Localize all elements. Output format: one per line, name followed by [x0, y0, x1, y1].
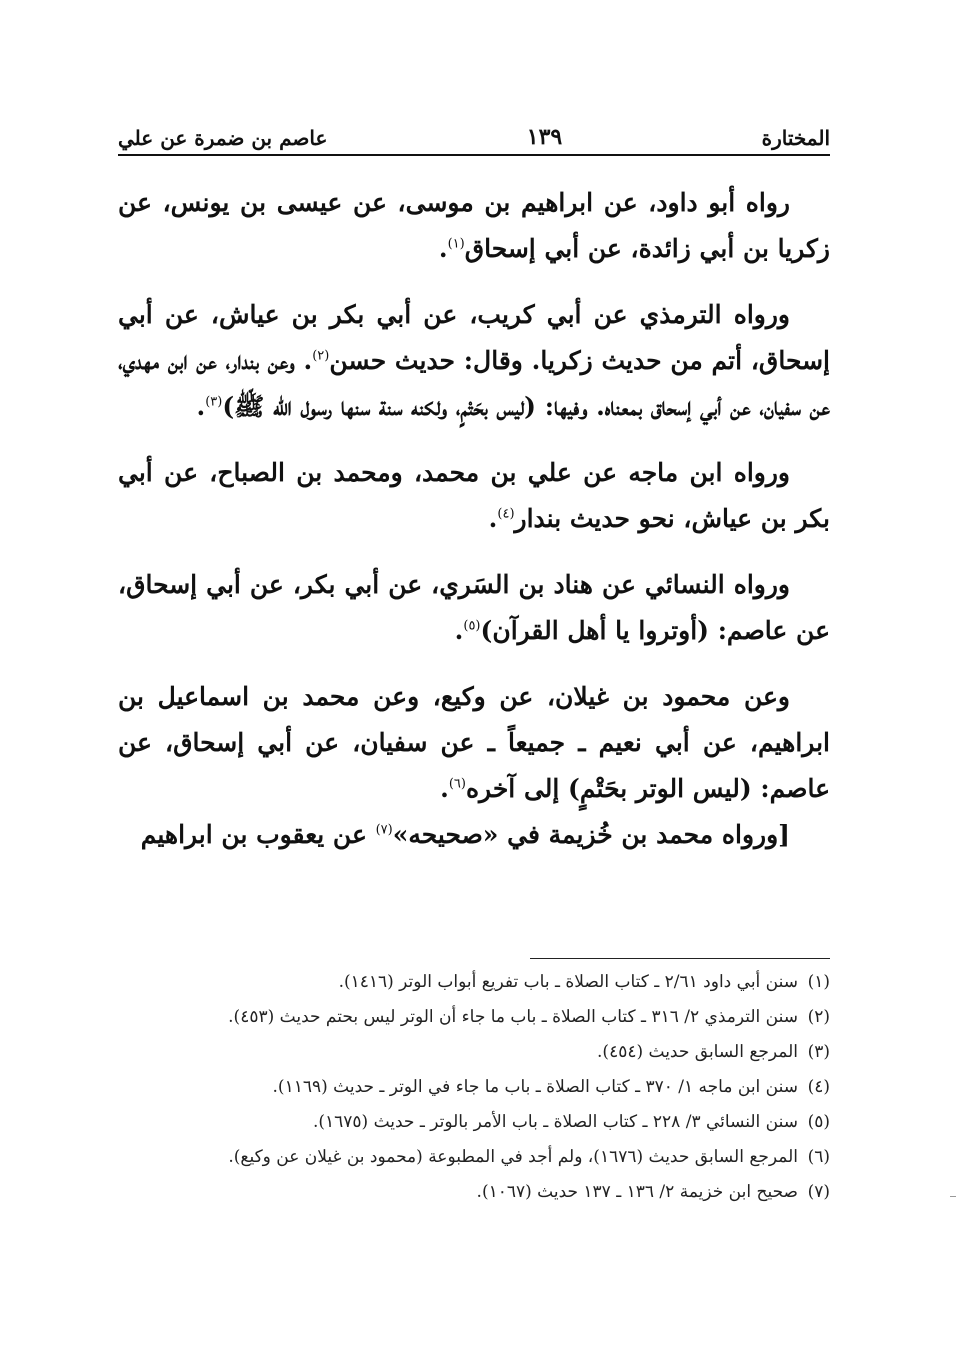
scan-edge-mark	[950, 1196, 956, 1197]
footnote-3: (٣) المرجع السابق حديث (٤٥٤).	[597, 1042, 830, 1062]
footnotes	[118, 968, 830, 1213]
footnote-2: (٢) سنن الترمذي ٢/ ٣١٦ ـ كتاب الصلاة ـ باب ما جاء أن الوتر ليس بحتم حديث (٤٥٣).	[228, 1007, 830, 1027]
header-book-title: المختارة	[761, 126, 830, 150]
footnote-ref-1[interactable]: (١)	[447, 236, 465, 252]
paragraph-3: ورواه ابن ماجه عن علي بن محمد، ومحمد بن الصباح، عن أبي بكر بن عياش، نحو حديث بندار$^{(٤)}$.	[118, 458, 830, 533]
paragraph-6: [ورواه محمد بن خُزيمة في «صحيحه»$^{(٧)}$ عن يعقوب بن ابراهيم	[140, 820, 790, 849]
paragraph-5: وعن محمود بن غيلان، عن وكيع، وعن محمد بن اسماعيل بن ابراهيم، عن أبي نعيم ـ جميعاً ـ عن سفيان، عن أبي إسحاق، عن عاصم: (ليس الوتر بحَتْمٍ) إلى آخره$^{(٦)}$.	[118, 682, 830, 803]
footnote-4: (٤) سنن ابن ماجه ١/ ٣٧٠ ـ كتاب الصلاة ـ باب ما جاء في الوتر ـ حديث (١١٦٩).	[272, 1077, 830, 1097]
footnote-5: (٥) سنن النسائي ٣/ ٢٢٨ ـ كتاب الصلاة ـ باب الأمر بالوتر ـ حديث (١٦٧٥).	[312, 1112, 830, 1132]
footnote-ref-2[interactable]: (٢)	[312, 348, 330, 364]
footnote-ref-5[interactable]: (٥)	[463, 618, 481, 634]
footnote-6: (٦) المرجع السابق حديث (١٦٧٦)، ولم أجد في المطبوعة (محمود بن غيلان عن وكيع).	[228, 1147, 830, 1167]
header-chapter-title: عاصم بن ضمرة عن علي	[118, 126, 328, 150]
running-header	[118, 110, 830, 156]
paragraph-4: ورواه النسائي عن هناد بن السَري، عن أبي بكر، عن أبي إسحاق، عن عاصم: (أوتروا يا أهل القرآن)$^{(٥)}$.	[118, 570, 830, 645]
footnote-1: (١) سنن أبي داود ٢/٦١ ـ كتاب الصلاة ـ باب تفريع أبواب الوتر (١٤١٦).	[338, 972, 830, 992]
main-text	[118, 180, 830, 858]
page-number: ١٣٩	[526, 124, 563, 150]
footnote-ref-4[interactable]: (٤)	[497, 506, 515, 522]
footnote-ref-6[interactable]: (٦)	[448, 776, 466, 792]
paragraph-2: ورواه الترمذي عن أبي كريب، عن أبي بكر بن عياش، عن أبي إسحاق، أتم من حديث زكريا. وقال: حديث حسن$^{(٢)}$. وعن بندار، عن ابن مهدي، عن سفيان، عن أبي إسحاق بمعناه. وفيها: (ليس بحَتْمٍ، ولكنه سنة سنها رسول الله ﷺ)$^{(٣)}$.	[118, 300, 830, 421]
footnote-7: (٧) صحيح ابن خزيمة ٢/ ١٣٦ ـ ١٣٧ حديث (١٠٦٧).	[476, 1182, 830, 1202]
paragraph-1: رواه أبو داود، عن ابراهيم بن موسى، عن عيسى بن يونس، عن زكريا بن أبي زائدة، عن أبي إسحاق$^{(١)}$.	[118, 188, 830, 263]
footnote-ref-3[interactable]: (٣)	[205, 394, 223, 410]
footnote-separator	[530, 958, 830, 959]
footnote-ref-7[interactable]: (٧)	[375, 822, 393, 838]
